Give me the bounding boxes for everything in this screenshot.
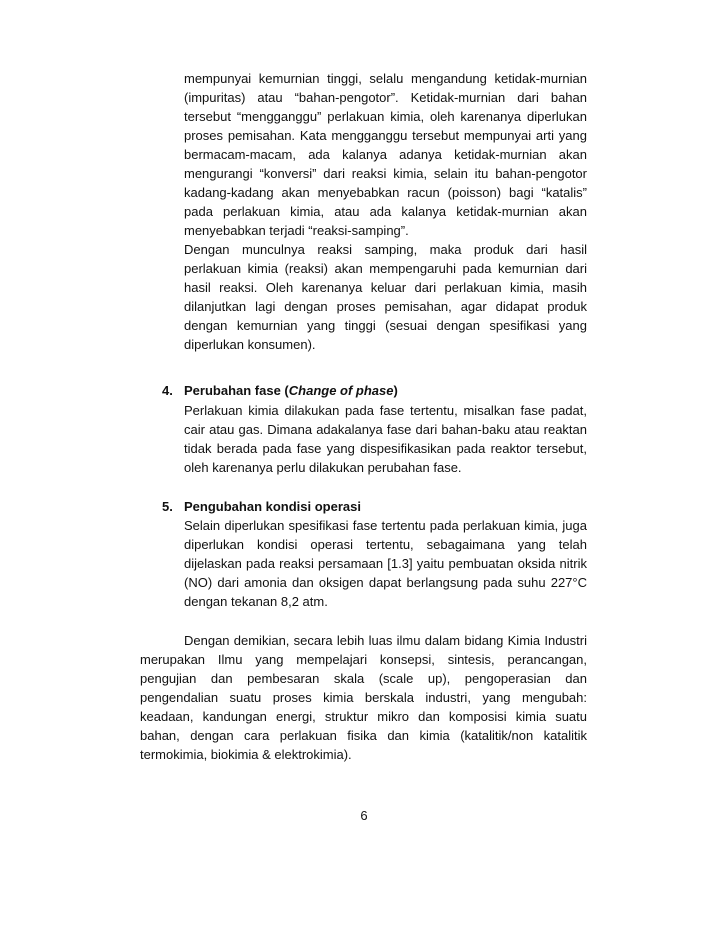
heading-italic-text: Change of phase bbox=[288, 383, 394, 398]
text-line: mengurangi “konversi” dari reaksi kimia, selain itu bahan-pengotor bbox=[184, 166, 587, 181]
text-line: dengan kemurnian yang tinggi (sesuai dengan spesifikasi yang bbox=[184, 318, 587, 333]
closing-paragraph bbox=[140, 631, 587, 764]
text-line: termokimia, biokimia & elektrokimia). bbox=[140, 747, 352, 762]
text-line: menyebabkan terjadi “reaksi-samping”. bbox=[184, 223, 409, 238]
text-line: perlakuan kimia (reaksi) akan mempengaruhi pada kemurnian dari bbox=[184, 261, 587, 276]
text-line: oleh karenanya perlu dilakukan perubahan fase. bbox=[184, 460, 462, 475]
text-line: pada perlakuan kimia, atau ada kalanya ketidak-murnian akan bbox=[184, 204, 587, 219]
text-line: (NO) dari amonia dan oksigen dapat berlangsung pada suhu 227°C bbox=[184, 575, 587, 590]
section-4-body bbox=[184, 401, 587, 477]
text-line: bermacam-macam, ada kalanya adanya ketidak-murnian akan bbox=[184, 147, 587, 162]
text-line: bahan, dengan cara perlakuan fisika dan kimia (katalitik/non katalitik bbox=[140, 728, 587, 743]
heading-text: Perubahan fase ( bbox=[184, 383, 289, 398]
text-line: Dengan munculnya reaksi samping, maka produk dari hasil bbox=[184, 242, 587, 257]
section-4-number: 4. bbox=[162, 383, 173, 398]
text-line: diperlukan konsumen). bbox=[184, 337, 316, 352]
text-line: cair atau gas. Dimana adakalanya fase dari bahan-baku atau reaktan bbox=[184, 422, 587, 437]
text-line: dijelaskan pada reaksi persamaan [1.3] yaitu pembuatan oksida nitrik bbox=[184, 556, 587, 571]
text-line: tidak berada pada fase yang dispesifikasikan pada reaktor tersebut, bbox=[184, 441, 587, 456]
text-line: Selain diperlukan spesifikasi fase tertentu pada perlakuan kimia, juga bbox=[184, 518, 587, 533]
text-line: (impuritas) atau “bahan-pengotor”. Ketidak-murnian dari bahan bbox=[184, 90, 587, 105]
text-line: pengujian dan pembesaran skala (scale up), pengoperasian dan bbox=[140, 671, 587, 686]
text-line: mempunyai kemurnian tinggi, selalu mengandung ketidak-murnian bbox=[184, 71, 587, 86]
text-line: tersebut “mengganggu” perlakuan kimia, oleh karenanya diperlukan bbox=[184, 109, 587, 124]
text-line: keadaan, kandungan energi, struktur mikro dan komposisi kimia suatu bbox=[140, 709, 587, 724]
text-line: pengendalian suatu proses kimia berskala industri, yang mengubah: bbox=[140, 690, 587, 705]
text-line: merupakan Ilmu yang mempelajari konsepsi, sintesis, perancangan, bbox=[140, 652, 587, 667]
section-5-body bbox=[184, 516, 587, 611]
text-line: Perlakuan kimia dilakukan pada fase tertentu, misalkan fase padat, bbox=[184, 403, 587, 418]
heading-text: ) bbox=[393, 383, 398, 398]
page-number: 6 bbox=[360, 808, 368, 823]
text-line: hasil reaksi. Oleh karenanya keluar dari perlakuan kimia, masih bbox=[184, 280, 587, 295]
text-line: proses pemisahan. Kata mengganggu tersebut mempunyai arti yang bbox=[184, 128, 587, 143]
text-line: diperlukan kondisi operasi tertentu, sebagaimana yang telah bbox=[184, 537, 587, 552]
continuation-paragraph bbox=[184, 69, 587, 354]
section-4-heading bbox=[184, 381, 398, 400]
text-line: dengan tekanan 8,2 atm. bbox=[184, 594, 328, 609]
text-line: Dengan demikian, secara lebih luas ilmu dalam bidang Kimia Industri bbox=[184, 633, 587, 648]
section-5-heading: Pengubahan kondisi operasi bbox=[184, 499, 361, 514]
section-5-number: 5. bbox=[162, 499, 173, 514]
text-line: dilanjutkan lagi dengan proses pemisahan, agar didapat produk bbox=[184, 299, 587, 314]
text-line: kadang-kadang akan menyebabkan racun (poisson) bagi “katalis” bbox=[184, 185, 587, 200]
